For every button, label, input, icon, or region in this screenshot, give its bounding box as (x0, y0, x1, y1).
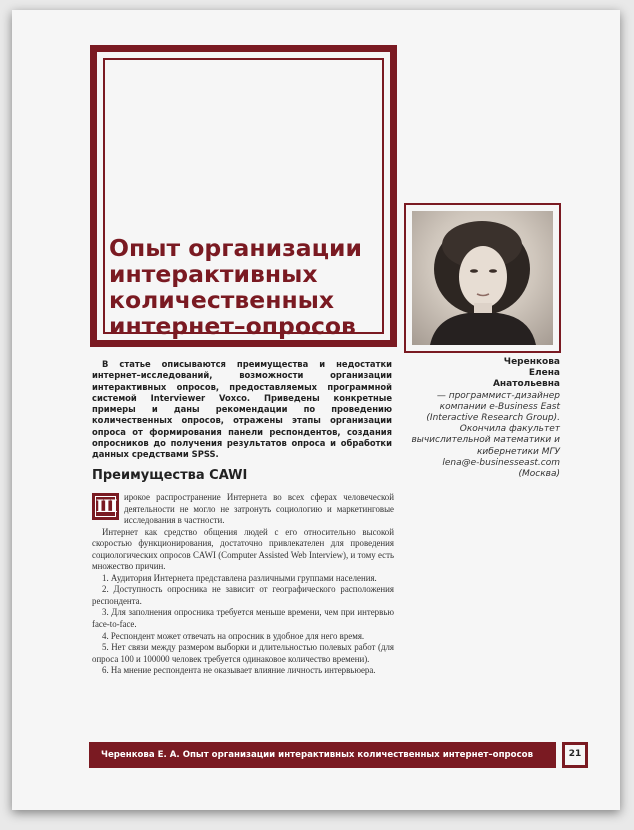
dropcap-letter: Ш (96, 497, 118, 517)
author-info (392, 357, 560, 480)
page-number-box (562, 742, 588, 768)
author-surname: Черенкова (503, 357, 560, 367)
abstract-text: В статье описываются преимущества и недостатки интернет–исследований, возможности организации интерактивных опросов, предоставляемых программной системой Interviewer Voxco. Приведены конкретные примеры и даны рекомендации по проведению количественных опросов, отражены этапы организации опроса от формирования панели респондентов, создания опросников до получения результатов опроса и обработки данных средствами SPSS. (92, 359, 392, 460)
author-photo-frame (404, 203, 561, 353)
body-paragraph: Интернет как средство общения людей с его относительно высокой скоростью функционирования, достаточно привлекателен для проведения социологических опросов CAWI (Computer Assisted Web Interview), и тому есть множество причин. (92, 526, 394, 572)
first-paragraph (92, 492, 394, 527)
author-photo (412, 211, 553, 345)
journal-page (12, 10, 620, 810)
dropcap (92, 493, 119, 520)
author-city: (Москва) (518, 469, 560, 480)
article-abstract (92, 359, 392, 461)
body-paragraph: 1. Аудитория Интернета представлена различными группами населения. (102, 572, 377, 583)
author-first-name: Елена (528, 368, 560, 379)
article-title: Опыт организации интерактивных количественных интернет–опросов (109, 234, 362, 340)
title-frame (90, 45, 397, 347)
author-email: lena@e-businesseast.com (442, 457, 560, 468)
footer-running-title: Черенкова Е. А. Опыт организации интерактивных количественных интернет–опросов (89, 742, 556, 768)
body-paragraph: 4. Респондент может отвечать на опросник в удобное для него время. (102, 630, 365, 641)
page-number: 21 (565, 745, 585, 765)
section-heading: Преимущества CAWI (92, 468, 248, 483)
body-paragraph: 2. Доступность опросника не зависит от географического расположения респондента. (92, 584, 394, 606)
body-paragraph: 6. На мнение респондента не оказывает влияние личность интервьюера. (102, 665, 376, 676)
author-patronymic: Анатольевна (492, 379, 560, 390)
article-body (92, 492, 394, 677)
body-paragraph: 5. Нет связи между размером выборки и длительностью полевых работ (для опроса 100 и 100000 человек требуется одинаковое количество времени). (92, 642, 394, 664)
first-paragraph-text: ирокое распространение Интернета во всех сферах человеческой деятельности не могло не затронуть социологию и маркетинговые исследования в частности. (124, 492, 394, 526)
author-bio: — программист-дизайнер компании e-Business East (Interactive Research Group). Окончила факультет вычислительной математики и кибернетики МГУ (411, 390, 560, 457)
portrait-image (412, 211, 553, 345)
body-paragraph: 3. Для заполнения опросника требуется меньше времени, чем при интервью face-to-face. (92, 607, 394, 630)
